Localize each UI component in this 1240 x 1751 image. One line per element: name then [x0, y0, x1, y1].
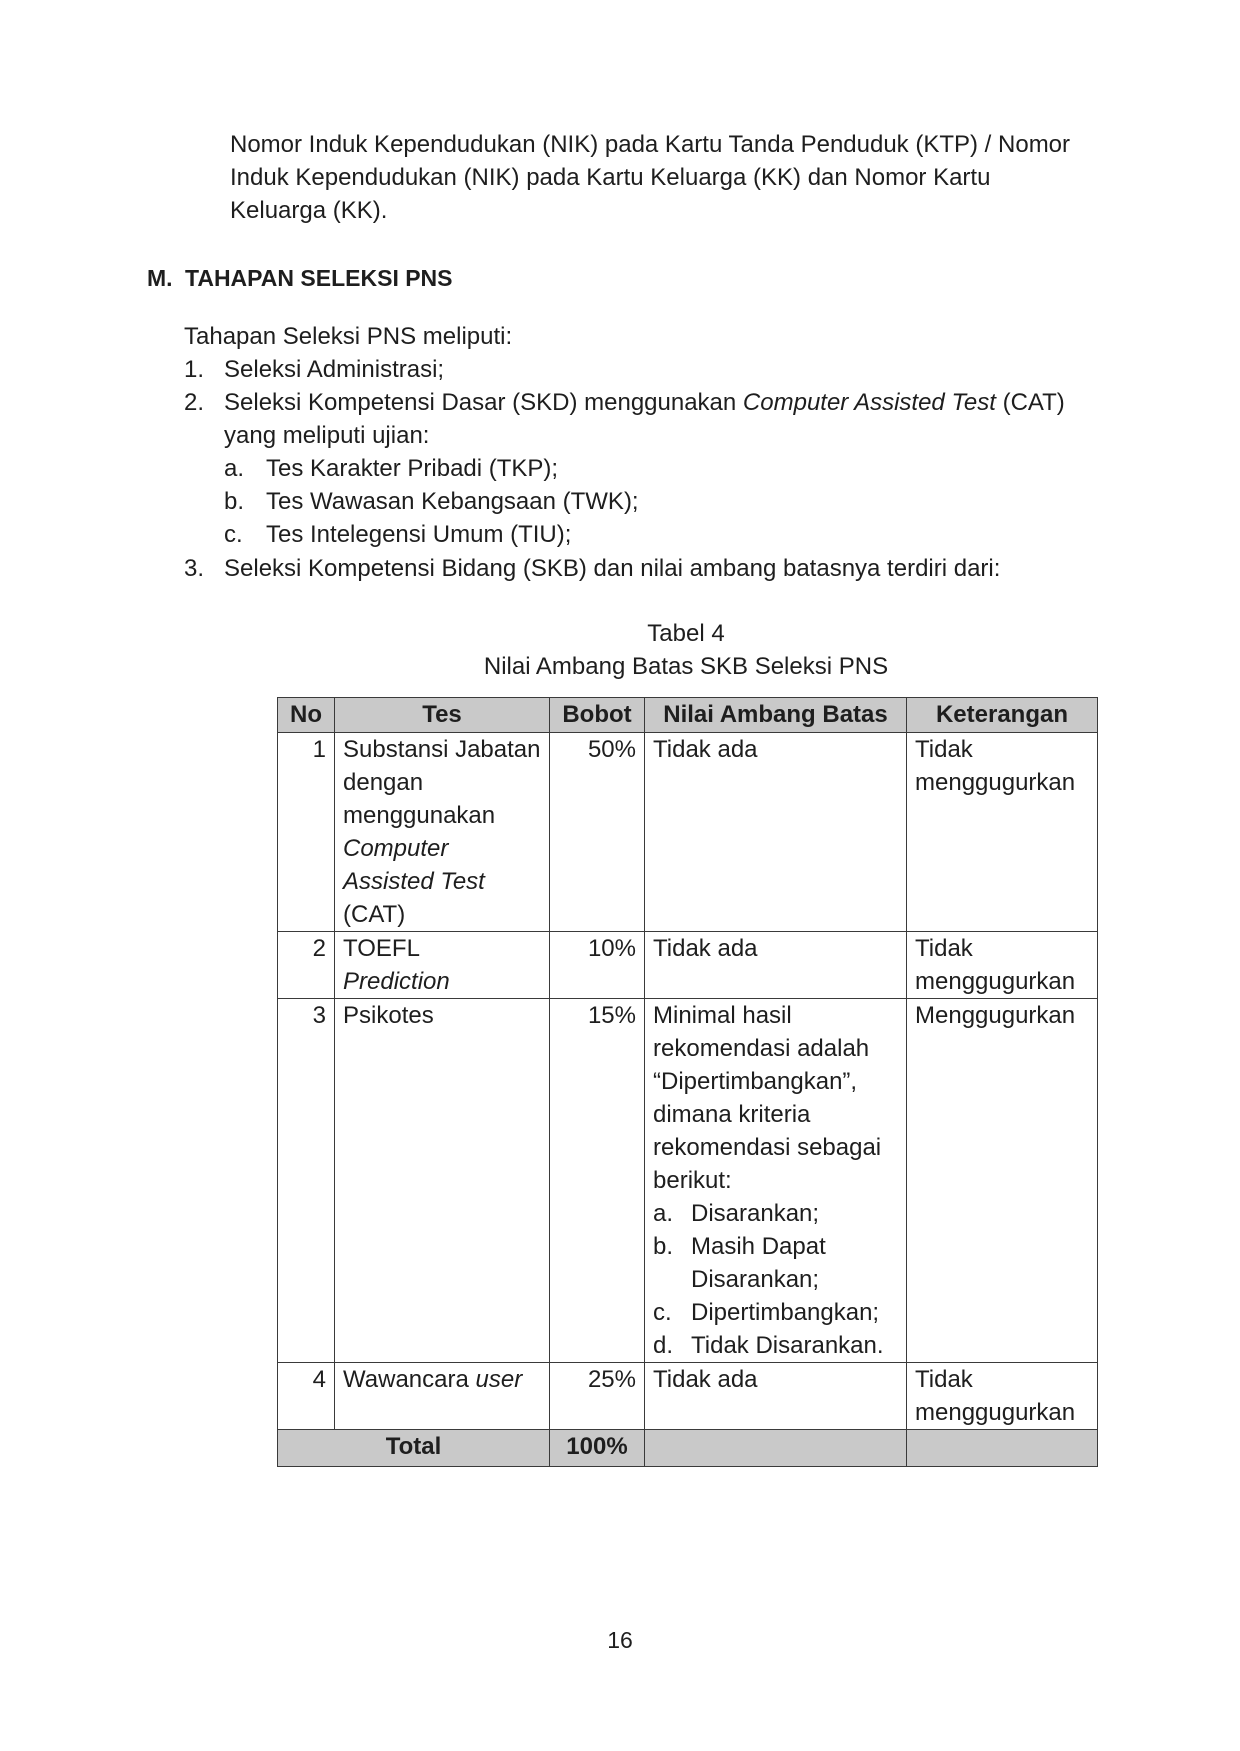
section-title: TAHAPAN SELEKSI PNS [185, 265, 453, 291]
sub-list-marker: a. [224, 455, 245, 482]
table-header-row [278, 698, 1098, 733]
recommendation-text: Dipertimbangkan; [691, 1299, 880, 1326]
recommendation-list [653, 1197, 898, 1362]
cell-bobot: 50% [550, 733, 645, 932]
cell-tes-text: Substansi Jabatan dengan menggunakan [343, 736, 541, 829]
cell-bobot: 10% [550, 932, 645, 999]
cell-bobot: 15% [550, 999, 645, 1363]
table-row [278, 733, 1098, 932]
cell-tes-italic: Prediction [343, 968, 450, 995]
list-item-text [224, 386, 1065, 419]
header-tes: Tes [335, 698, 550, 733]
total-label: Total [278, 1430, 550, 1467]
cell-no: 2 [278, 932, 335, 999]
section-heading [147, 262, 453, 295]
section-label: M. [147, 265, 173, 291]
list-item-text: Seleksi Administrasi; [224, 356, 445, 383]
list-item-number: 3. [184, 555, 205, 582]
skb-threshold-table [277, 697, 1098, 1467]
list-item-text-pre: Seleksi Kompetensi Dasar (SKD) menggunakan [224, 389, 743, 416]
recommendation-item [653, 1230, 898, 1296]
total-value: 100% [550, 1430, 645, 1467]
total-empty-cell [907, 1430, 1098, 1467]
total-empty-cell [645, 1430, 907, 1467]
recommendation-marker: b. [653, 1233, 674, 1260]
list-item-text-line2: yang meliputi ujian: [224, 422, 430, 449]
cell-keterangan: Tidak menggugurkan [907, 733, 1098, 932]
cell-nilai: Tidak ada [645, 733, 907, 932]
table-caption-number: Tabel 4 [647, 620, 725, 647]
sub-list-text: Tes Karakter Pribadi (TKP); [266, 455, 559, 482]
paragraph-line-3: Keluarga (KK). [230, 197, 388, 224]
list-item-number: 2. [184, 389, 205, 416]
recommendation-item [653, 1197, 898, 1230]
recommendation-item [653, 1329, 898, 1362]
intro-paragraph [230, 128, 1098, 227]
header-keterangan: Keterangan [907, 698, 1098, 733]
cell-nilai: Tidak ada [645, 932, 907, 999]
header-no: No [278, 698, 335, 733]
cell-no: 4 [278, 1363, 335, 1430]
table-row [278, 1363, 1098, 1430]
section-intro: Tahapan Seleksi PNS meliputi: [184, 323, 513, 350]
recommendation-item [653, 1296, 898, 1329]
table-total-row [278, 1430, 1098, 1467]
paragraph-line-2: Induk Kependudukan (NIK) pada Kartu Keluarga (KK) dan Nomor Kartu [230, 164, 991, 191]
page-number: 16 [607, 1627, 633, 1653]
cell-no: 1 [278, 733, 335, 932]
recommendation-marker: a. [653, 1200, 674, 1227]
cell-no: 3 [278, 999, 335, 1363]
cell-tes-italic: user [475, 1366, 523, 1393]
sub-list-marker: c. [224, 521, 243, 548]
cell-keterangan: Tidak menggugurkan [907, 932, 1098, 999]
recommendation-text: Disarankan; [691, 1200, 820, 1227]
cell-tes: Psikotes [335, 999, 550, 1363]
sub-list-text: Tes Intelegensi Umum (TIU); [266, 521, 572, 548]
cell-tes-text: Wawancara [343, 1366, 476, 1393]
cell-keterangan: Menggugurkan [907, 999, 1098, 1363]
list-item-text: Seleksi Kompetensi Bidang (SKB) dan nilai ambang batasnya terdiri dari: [224, 555, 1001, 582]
table-row [278, 932, 1098, 999]
sub-list-text: Tes Wawasan Kebangsaan (TWK); [266, 488, 639, 515]
cell-tes [335, 733, 550, 932]
sub-list-marker: b. [224, 488, 245, 515]
recommendation-text: Masih Dapat Disarankan; [691, 1233, 826, 1293]
header-bobot: Bobot [550, 698, 645, 733]
cell-tes [335, 1363, 550, 1430]
table-caption-title: Nilai Ambang Batas SKB Seleksi PNS [483, 653, 889, 680]
table-row [278, 999, 1098, 1363]
cell-nilai [645, 999, 907, 1363]
cell-tes-suffix: (CAT) [343, 901, 406, 928]
list-item-text-italic: Computer Assisted Test [742, 389, 996, 416]
cell-keterangan: Tidak menggugurkan [907, 1363, 1098, 1430]
recommendation-marker: d. [653, 1332, 674, 1359]
cell-nilai: Tidak ada [645, 1363, 907, 1430]
cell-tes-italic: Computer Assisted Test [343, 835, 485, 895]
cell-tes [335, 932, 550, 999]
cell-tes-text: TOEFL [343, 935, 420, 962]
list-item-text-post: (CAT) [995, 389, 1065, 416]
recommendation-marker: c. [653, 1299, 672, 1326]
recommendation-text: Tidak Disarankan. [691, 1332, 884, 1359]
paragraph-line-1: Nomor Induk Kependudukan (NIK) pada Kartu Tanda Penduduk (KTP) / Nomor [230, 131, 1071, 158]
cell-nilai-text: Minimal hasil rekomendasi adalah “Dipertimbangkan”, dimana kriteria rekomendasi sebagai berikut: [653, 1002, 882, 1194]
header-nilai: Nilai Ambang Batas [645, 698, 907, 733]
cell-bobot: 25% [550, 1363, 645, 1430]
list-item-number: 1. [184, 356, 205, 383]
